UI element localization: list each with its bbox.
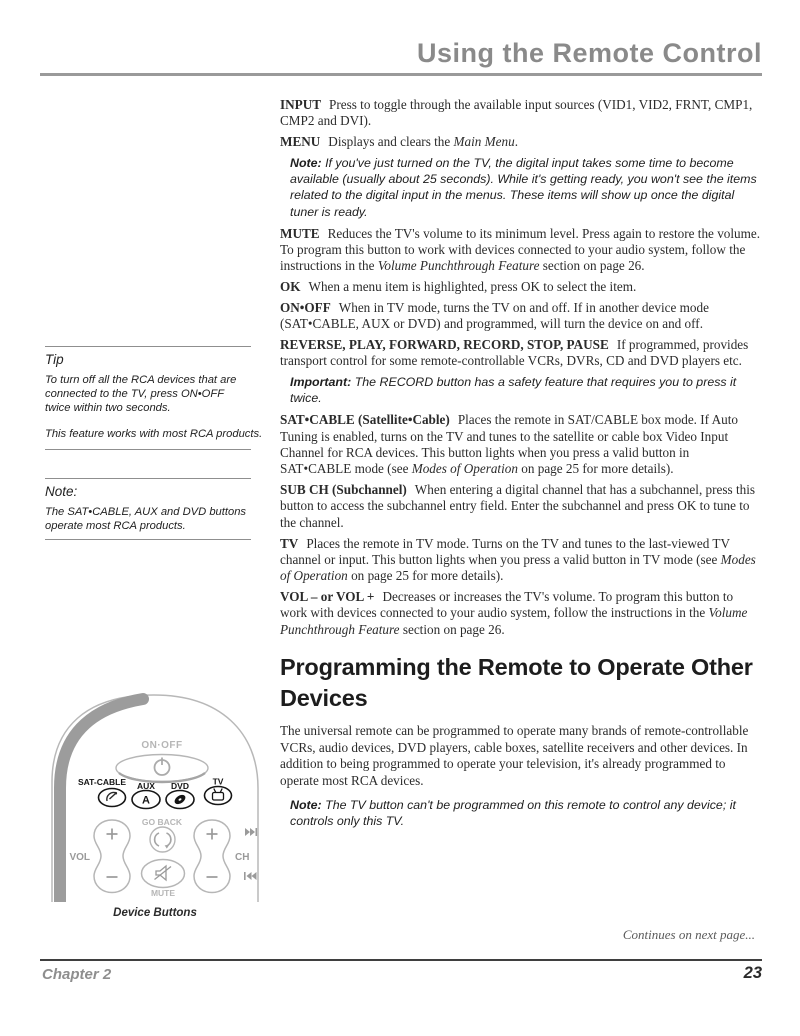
- definition-text: When a menu item is highlighted, press OK to select the item.: [308, 279, 637, 295]
- definition-text: Places the remote in SAT/CABLE box mode. If Auto Tuning is enabled, turns on the TV and tunes to the satellite or cable box Video Input Channel for RCA devices. This button lights when you press a valid button in SAT•CABLE mode (see: [280, 412, 739, 477]
- definition-text: Decreases or increases the TV's volume. To program this button to work with devices connected to your audio system, follow the instructions in the: [280, 588, 734, 621]
- definition-term: MENU: [280, 134, 321, 150]
- definition-text: If programmed, provides transport control for some remote-controllable VCRs, DVRs, CD and DVD players etc.: [280, 336, 749, 369]
- section-paragraph: The universal remote can be programmed to operate many brands of remote-controllable VCRs, audio devices, DVD players, cable boxes, satellite receivers and other devices. In addition to being programmed to operate your television, it's already programmed to operate most RCA devices.: [280, 722, 749, 789]
- sidebar-tip-paragraph-2: This feature works with most RCA products.: [45, 428, 263, 441]
- sidebar-tip-heading: Tip: [45, 352, 64, 367]
- footer-chapter: Chapter 2: [42, 966, 112, 983]
- vol-label: VOL: [69, 852, 90, 863]
- definition: [280, 134, 763, 150]
- definition: [280, 589, 763, 638]
- section-heading: Programming the Remote to Operate Other Devices: [280, 653, 753, 711]
- footer-page-number: 23: [743, 964, 762, 982]
- inline-note: Important: The RECORD button has a safety feature that requires you to press it twice.: [290, 375, 737, 406]
- definition-text: Displays and clears the: [328, 134, 454, 150]
- sidebar-rule-3: [45, 478, 251, 479]
- tv-button: [205, 787, 232, 805]
- definition: [280, 97, 763, 130]
- definition-text: section on page 26.: [399, 621, 505, 637]
- section-note-text: The TV button can't be programmed on this remote to control any device; it controls only this TV.: [290, 798, 736, 829]
- definition: [280, 337, 763, 370]
- page-title: Using the Remote Control: [416, 38, 762, 68]
- definition-term: SAT•CABLE (Satellite•Cable): [280, 412, 450, 428]
- ch-label: CH: [235, 852, 250, 863]
- sidebar-note-heading: Note:: [45, 484, 78, 500]
- aux-label: AUX: [137, 781, 155, 791]
- definition: [280, 482, 763, 531]
- definition-text: Places the remote in TV mode. Turns on the TV and tunes to the last-viewed TV channel or input. This button lights when you press a valid button in TV mode (see: [280, 535, 730, 567]
- definition-text: When in TV mode, turns the TV on and off. If in another device mode (SAT•CABLE, AUX or DVD) and programmed, will turn the device on and off.: [280, 299, 709, 332]
- inline-note: Note: If you've just turned on the TV, the digital input takes some time to become available (usually about 25 seconds). While it's getting ready, you won't see the items related to the digital input in the menus. These items will show up once the digital tuner is ready.: [290, 155, 757, 219]
- definition-term: INPUT: [280, 97, 322, 112]
- aux-a-glyph: A: [142, 794, 150, 807]
- definition-text: on page 25 for more details).: [347, 568, 504, 584]
- dvd-label: DVD: [171, 781, 189, 791]
- definition: [280, 300, 763, 333]
- definition-term: SUB CH (Subchannel): [280, 482, 407, 498]
- inline-note-label: Important:: [290, 375, 355, 390]
- definition: [280, 279, 763, 295]
- inline-note-label: Note:: [290, 155, 326, 170]
- definition-term: REVERSE, PLAY, FORWARD, RECORD, STOP, PAUSE: [280, 336, 609, 352]
- sidebar-tip-paragraph-1: To turn off all the RCA devices that are connected to the TV, press ON•OFF twice within two seconds.: [45, 374, 237, 414]
- definition-term: MUTE: [280, 225, 320, 241]
- definition-term: ON•OFF: [280, 299, 331, 315]
- mute-label: MUTE: [150, 888, 176, 898]
- definition-term: VOL – or VOL +: [280, 588, 375, 604]
- main-column: [280, 97, 763, 835]
- definition: [280, 536, 763, 585]
- definition-text: Modes of Operation: [280, 551, 756, 584]
- sidebar-rule-4: [45, 539, 251, 540]
- definition-text: Volume Punchthrough Feature: [377, 258, 540, 274]
- tv-label: TV: [212, 776, 224, 787]
- definition: [280, 226, 763, 275]
- definition-text: Volume Punchthrough Feature: [280, 605, 748, 637]
- sidebar: [45, 340, 263, 540]
- go-back-label: GO BACK: [141, 817, 183, 827]
- definitions: [280, 97, 763, 638]
- definition-text: Modes of Operation: [411, 461, 518, 477]
- definition-term: TV: [280, 535, 299, 551]
- definition-text: Reduces the TV's volume to its minimum level. Press again to restore the volume. To program this button to work with devices connected to your audio system, follow the instructions in the: [280, 225, 761, 274]
- definition-text: Main Menu: [453, 134, 515, 150]
- section-note-label: Note:: [290, 798, 322, 813]
- sidebar-rule-1: [45, 346, 251, 347]
- definition-text: on page 25 for more details).: [517, 461, 674, 477]
- remote-caption: Device Buttons: [113, 907, 197, 919]
- header-rule: [40, 73, 762, 76]
- definition-text: .: [514, 134, 519, 150]
- footer-rule: [40, 959, 762, 961]
- remote-illustration: [46, 686, 264, 902]
- definition-text: When entering a digital channel that has a subchannel, press this button to access the subchannel entry field. Enter the subchannel and press OK to tune to the channel.: [280, 482, 755, 530]
- sidebar-rule-2: [45, 449, 251, 450]
- definition: [280, 412, 763, 477]
- section-note: [290, 797, 763, 829]
- sidebar-note-paragraph: The SAT•CABLE, AUX and DVD buttons operate most RCA products.: [45, 506, 247, 532]
- definition-term: OK: [280, 279, 301, 295]
- definition-text: Press to toggle through the available input sources (VID1, VID2, FRNT, CMP1, CMP2 and DVI).: [280, 97, 753, 129]
- continues-text: Continues on next page...: [622, 927, 755, 942]
- on-off-label: ON·OFF: [141, 740, 183, 751]
- sat-cable-label: SAT-CABLE: [77, 777, 127, 787]
- definition-text: section on page 26.: [539, 258, 645, 274]
